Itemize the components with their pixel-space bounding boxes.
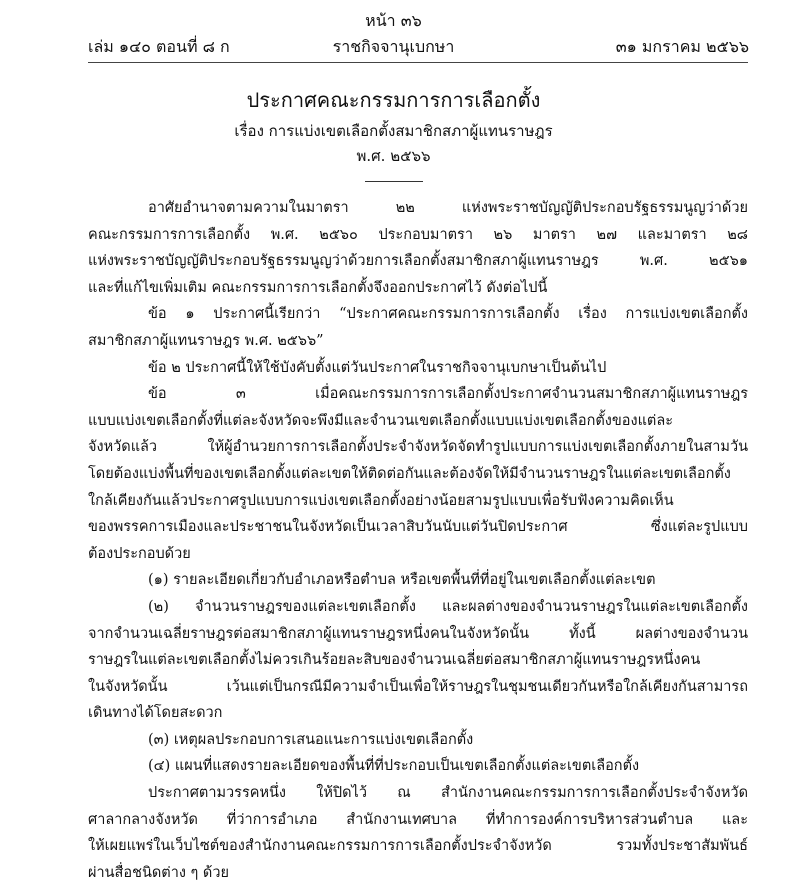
body-line: คณะกรรมการการเลือกตั้ง พ.ศ. ๒๕๖๐ ประกอบมาตรา ๒๖ มาตรา ๒๗ และมาตรา ๒๘: [88, 226, 748, 243]
clause-3-line: ข้อ ๓ เมื่อคณะกรรมการการเลือกตั้งประกาศจำนวนสมาชิกสภาผู้แทนราษฎร: [148, 386, 748, 403]
item-3-line: (๓) เหตุผลประกอบการเสนอแนะการแบ่งเขตเลือกตั้ง: [148, 731, 474, 748]
clause-3-line: ใกล้เคียงกันแล้วประกาศรูปแบบการแบ่งเขตเลือกตั้งอย่างน้อยสามรูปแบบเพื่อรับฟังความคิดเห็น: [88, 492, 674, 509]
item-1-line: (๑) รายละเอียดเกี่ยวกับอำเภอหรือตำบล หรือเขตพื้นที่ที่อยู่ในเขตเลือกตั้งแต่ละเขต: [148, 572, 656, 589]
clause-1-line: ข้อ ๑ ประกาศนี้เรียกว่า “ประกาศคณะกรรมการการเลือกตั้ง เรื่อง การแบ่งเขตเลือกตั้ง: [148, 306, 748, 323]
clause-3-line: ของพรรคการเมืองและประชาชนในจังหวัดเป็นเวลาสิบวันนับแต่วันปิดประกาศ ซึ่งแต่ละรูปแบบ: [88, 519, 748, 536]
announcement-year: พ.ศ. ๒๕๖๖: [356, 147, 431, 165]
posting-line: ผ่านสื่อชนิดต่าง ๆ ด้วย: [88, 864, 229, 881]
clause-3-line: จังหวัดแล้ว ให้ผู้อำนวยการการเลือกตั้งประจำจังหวัดจัดทำรูปแบบการแบ่งเขตเลือกตั้งภายในสามวัน: [88, 439, 748, 456]
title-underline: [365, 181, 423, 182]
gazette-name: ราชกิจจานุเบกษา: [332, 37, 455, 56]
clause-3-line: แบบแบ่งเขตเลือกตั้งที่แต่ละจังหวัดจะพึงมีและจำนวนเขตเลือกตั้งแบบแบ่งเขตเลือกตั้งของแต่ละ: [88, 412, 674, 429]
item-2-line: จากจำนวนเฉลี่ยราษฎรต่อสมาชิกสภาผู้แทนราษฎรหนึ่งคนในจังหวัดนั้น ทั้งนี้ ผลต่างของจำนวน: [88, 625, 748, 642]
announcement-body: [88, 195, 748, 886]
volume-issue: เล่ม ๑๔๐ ตอนที่ ๘ ก: [88, 37, 230, 56]
clause-2-line: ข้อ ๒ ประกาศนี้ให้ใช้บังคับตั้งแต่วันประกาศในราชกิจจานุเบกษาเป็นต้นไป: [148, 359, 607, 376]
posting-line: ประกาศตามวรรคหนึ่ง ให้ปิดไว้ ณ สำนักงานคณะกรรมการการเลือกตั้งประจำจังหวัด: [148, 785, 748, 802]
publication-date: ๓๑ มกราคม ๒๕๖๖: [615, 37, 749, 56]
item-2-line: เดินทางได้โดยสะดวก: [88, 705, 223, 722]
announcement-subject: เรื่อง การแบ่งเขตเลือกตั้งสมาชิกสภาผู้แทนราษฎร: [234, 122, 553, 140]
clause-1-line: สมาชิกสภาผู้แทนราษฎร พ.ศ. ๒๕๖๖”: [88, 332, 324, 349]
body-line: อาศัยอำนาจตามความในมาตรา ๒๒ แห่งพระราชบัญญัติประกอบรัฐธรรมนูญว่าด้วย: [148, 200, 748, 216]
item-4-line: (๔) แผนที่แสดงรายละเอียดของพื้นที่ที่ประกอบเป็นเขตเลือกตั้งแต่ละเขตเลือกตั้ง: [148, 758, 640, 775]
clause-3-line: ต้องประกอบด้วย: [88, 545, 191, 562]
header-divider: [88, 62, 748, 63]
posting-line: ศาลากลางจังหวัด ที่ว่าการอำเภอ สำนักงานเทศบาล ที่ทำการองค์การบริหารส่วนตำบล และ: [88, 811, 748, 828]
item-2-line: (๒) จำนวนราษฎรของแต่ละเขตเลือกตั้ง และผลต่างของจำนวนราษฎรในแต่ละเขตเลือกตั้ง: [148, 598, 748, 615]
clause-3-line: โดยต้องแบ่งพื้นที่ของเขตเลือกตั้งแต่ละเขตให้ติดต่อกันและต้องจัดให้มีจำนวนราษฎรในแต่ละเขตเลือกตั้ง: [88, 465, 731, 482]
announcement-title: ประกาศคณะกรรมการการเลือกตั้ง: [246, 88, 541, 112]
item-2-line: ในจังหวัดนั้น เว้นแต่เป็นกรณีมีความจำเป็นเพื่อให้ราษฎรในชุมชนเดียวกันหรือใกล้เคียงกันสามารถ: [88, 678, 748, 695]
body-line: แห่งพระราชบัญญัติประกอบรัฐธรรมนูญว่าด้วยการเลือกตั้งสมาชิกสภาผู้แทนราษฎร พ.ศ. ๒๕๖๑: [88, 253, 748, 270]
page-number: หน้า ๓๖: [365, 11, 422, 30]
item-2-line: ราษฎรในแต่ละเขตเลือกตั้งไม่ควรเกินร้อยละสิบของจำนวนเฉลี่ยต่อสมาชิกสภาผู้แทนราษฎรหนึ่งคน: [88, 652, 701, 669]
posting-line: ให้เผยแพร่ในเว็บไซต์ของสำนักงานคณะกรรมการการเลือกตั้งประจำจังหวัด รวมทั้งประชาสัมพันธ์: [88, 838, 748, 855]
body-line: และที่แก้ไขเพิ่มเติม คณะกรรมการการเลือกตั้งจึงออกประกาศไว้ ดังต่อไปนี้: [88, 279, 548, 296]
